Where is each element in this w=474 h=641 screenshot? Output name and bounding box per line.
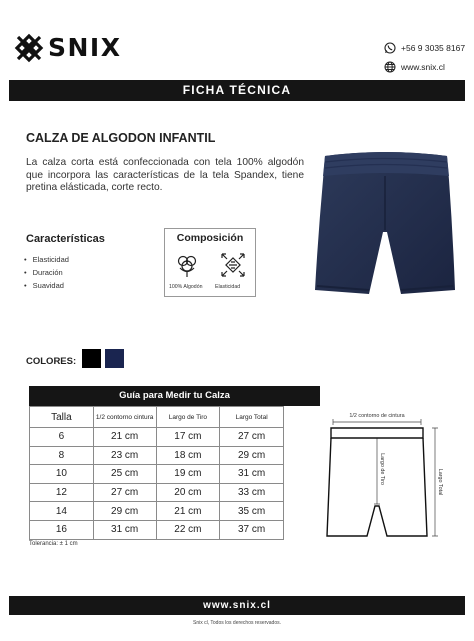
measurement-diagram: [323, 406, 453, 544]
table-cell: 29 cm: [93, 502, 156, 521]
table-cell: 29 cm: [220, 446, 284, 465]
list-item: • Elasticidad: [24, 253, 69, 266]
table-cell: 27 cm: [93, 483, 156, 502]
composition-title: Composición: [176, 232, 244, 244]
table-row: [30, 446, 284, 465]
table-cell: 20 cm: [156, 483, 220, 502]
table-row: [30, 520, 284, 539]
table-cell: 22 cm: [156, 520, 220, 539]
contact-website[interactable]: [384, 57, 465, 76]
composition-elastic-label: Elasticidad: [215, 284, 241, 290]
contact-info: [384, 38, 465, 76]
table-cell: 6: [30, 428, 94, 447]
table-cell: 33 cm: [220, 483, 284, 502]
table-cell: 16: [30, 520, 94, 539]
table-cell: 8: [30, 446, 94, 465]
diagram-total-label: Largo Total: [437, 468, 443, 496]
table-cell: 31 cm: [93, 520, 156, 539]
colors-label: COLORES:: [26, 356, 77, 367]
table-cell: 25 cm: [93, 465, 156, 484]
website-link: www.snix.cl: [401, 61, 445, 72]
globe-icon: [384, 61, 396, 73]
whatsapp-icon: [384, 42, 396, 54]
table-cell: 21 cm: [93, 428, 156, 447]
contact-phone[interactable]: [384, 38, 465, 57]
table-cell: 27 cm: [220, 428, 284, 447]
color-swatch-black[interactable]: [82, 349, 101, 368]
diagram-rise-label: Largo de Tiro: [379, 453, 385, 485]
stretch-fabric-icon: [219, 251, 247, 279]
table-row: [30, 428, 284, 447]
brand-logo: [14, 33, 122, 63]
brand-name: SNIX: [48, 33, 122, 62]
list-item: • Suavidad: [24, 279, 69, 292]
cotton-flower-icon: [173, 251, 201, 279]
color-swatch-navy[interactable]: [105, 349, 124, 368]
table-cell: 31 cm: [220, 465, 284, 484]
table-cell: 21 cm: [156, 502, 220, 521]
table-cell: 18 cm: [156, 446, 220, 465]
table-row: [30, 502, 284, 521]
table-cell: 17 cm: [156, 428, 220, 447]
table-cell: 19 cm: [156, 465, 220, 484]
header-total-length: Largo Total: [220, 407, 284, 428]
composition-cotton-label: 100% Algodón: [169, 284, 203, 290]
table-cell: 23 cm: [93, 446, 156, 465]
characteristics-list: [24, 253, 69, 292]
table-cell: 12: [30, 483, 94, 502]
footer-website-band[interactable]: www.snix.cl: [9, 596, 465, 615]
section-title-band: FICHA TÉCNICA: [9, 80, 465, 101]
table-cell: 35 cm: [220, 502, 284, 521]
table-row: [30, 465, 284, 484]
header-rise: Largo de Tiro: [156, 407, 220, 428]
size-guide-title: Guía para Medir tu Calza: [29, 386, 320, 406]
size-table: [29, 406, 284, 540]
product-description: La calza corta está confeccionada con tela 100% algodón que incorpora las características de la tela Spandex, tiene pretina elásticada, corte recto.: [26, 157, 304, 194]
diagram-waist-label: 1/2 contorno de cintura: [349, 413, 405, 419]
snix-x-logo-icon: [14, 33, 44, 63]
composition-box: [164, 228, 256, 297]
navy-shorts-photo: [313, 146, 457, 298]
table-cell: 10: [30, 465, 94, 484]
product-title: CALZA DE ALGODON INFANTIL: [26, 131, 216, 145]
table-row: [30, 483, 284, 502]
phone-number: +56 9 3035 8167: [401, 42, 466, 53]
table-cell: 37 cm: [220, 520, 284, 539]
table-header-row: [30, 407, 284, 428]
header-waist: 1/2 contorno cintura: [93, 407, 156, 428]
list-item: • Duración: [24, 266, 69, 279]
header-talla: Talla: [30, 407, 94, 428]
table-cell: 14: [30, 502, 94, 521]
characteristics-title: Características: [26, 233, 105, 245]
tolerance-note: Tolerancia: ± 1 cm: [29, 541, 78, 547]
footer-copyright: Snix cl, Todos los derechos reservados.: [192, 620, 281, 626]
